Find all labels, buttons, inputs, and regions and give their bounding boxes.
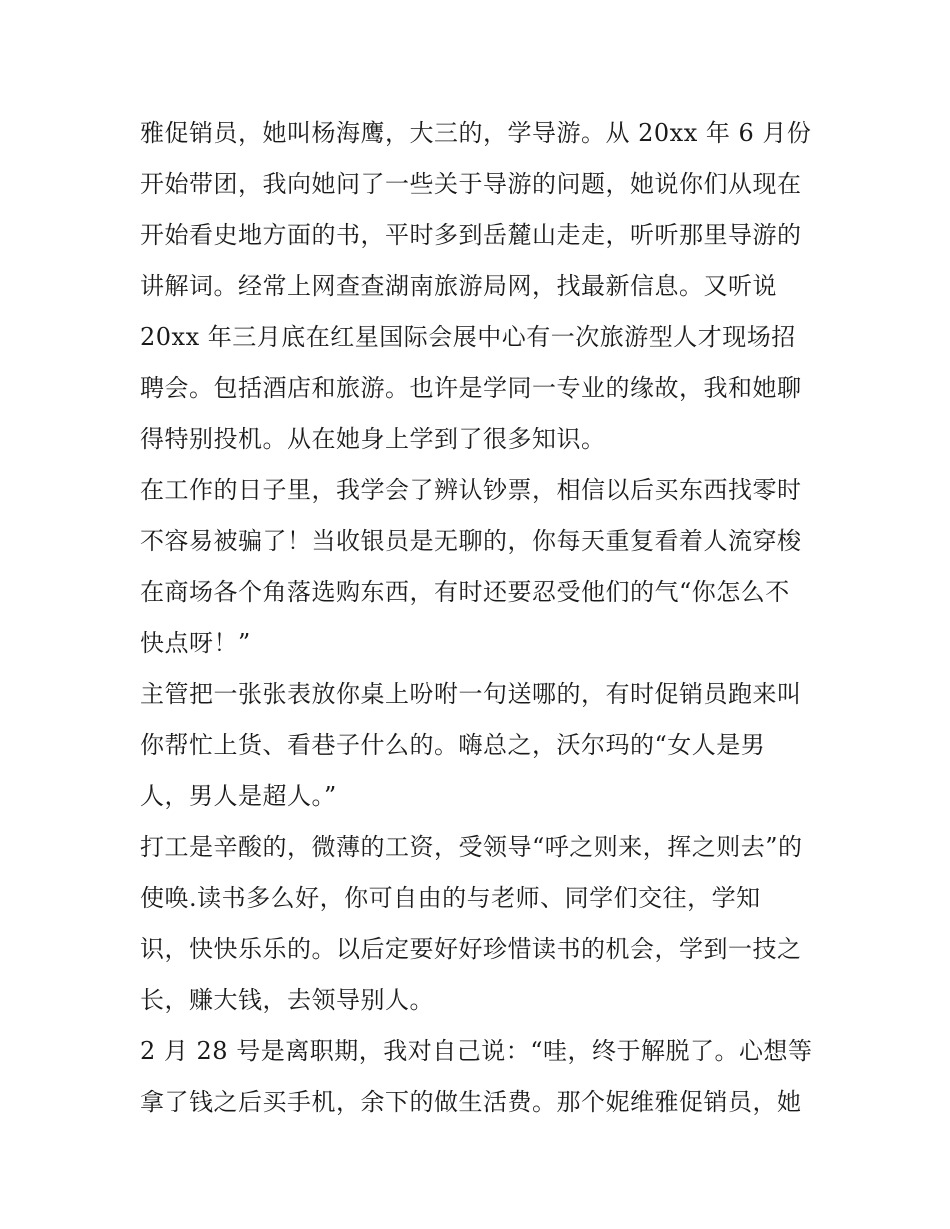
text-line-14: 人，男人是超人。” — [140, 782, 337, 810]
text-line-13: 你帮忙上货、看巷子什么的。嗨总之，沃尔玛的“女人是男 — [140, 731, 766, 759]
text-line-16: 使唤.读书多么好，你可自由的与老师、同学们交往，学知 — [140, 884, 761, 912]
text-line-9: 不容易被骗了！当收银员是无聊的，你每天重复看着人流穿梭 — [140, 527, 802, 555]
text-line-5: 20xx 年三月底在红星国际会展中心有一次旅游型人才现场招 — [140, 323, 796, 351]
text-line-20: 拿了钱之后买手机，余下的做生活费。那个妮维雅促销员，她 — [140, 1088, 802, 1116]
text-line-4: 讲解词。经常上网查查湖南旅游局网，找最新信息。又听说 — [140, 272, 777, 300]
text-line-6: 聘会。包括酒店和旅游。也许是学同一专业的缘故，我和她聊 — [140, 374, 802, 402]
body-text — [140, 108, 830, 1128]
text-line-18: 长，赚大钱，去领导别人。 — [140, 986, 434, 1014]
text-line-7: 得特别投机。从在她身上学到了很多知识。 — [140, 425, 606, 453]
text-line-15: 打工是辛酸的，微薄的工资，受领导“呼之则来，挥之则去”的 — [140, 833, 803, 861]
text-line-11: 快点呀！” — [140, 629, 251, 657]
text-line-3: 开始看史地方面的书，平时多到岳麓山走走，听听那里导游的 — [140, 221, 802, 249]
text-line-10: 在商场各个角落选购东西，有时还要忍受他们的气“你怎么不 — [140, 578, 790, 606]
text-line-8: 在工作的日子里，我学会了辨认钞票，相信以后买东西找零时 — [140, 476, 802, 504]
text-line-17: 识，快快乐乐的。以后定要好好珍惜读书的机会，学到一技之 — [140, 935, 802, 963]
text-line-1: 雅促销员，她叫杨海鹰，大三的，学导游。从 20xx 年 6 月份 — [140, 119, 812, 147]
text-line-2: 开始带团，我向她问了一些关于导游的问题，她说你们从现在 — [140, 170, 802, 198]
text-line-19: 2 月 28 号是离职期，我对自己说：“哇，终于解脱了。心想等 — [140, 1037, 813, 1065]
text-line-12: 主管把一张张表放你桌上吩咐一句送哪的，有时促销员跑来叫 — [140, 680, 802, 708]
